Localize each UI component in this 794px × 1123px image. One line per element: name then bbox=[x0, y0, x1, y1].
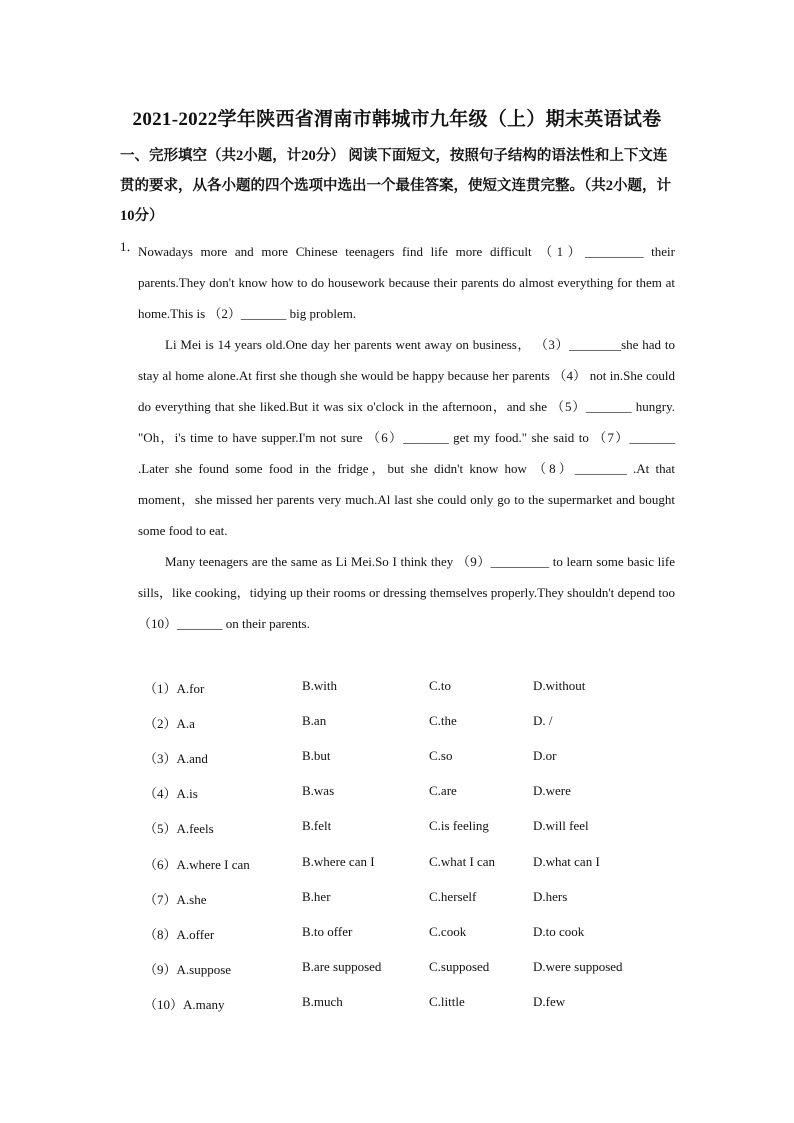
section-heading: 一、完形填空（共2小题，计20分） 阅读下面短文，按照句子结构的语法性和上下文连贯的要求，从各小题的四个选项中选出一个最佳答案，使短文连贯完整。（共2小题，计10分） bbox=[120, 148, 671, 224]
passage-paragraph: Li Mei is 14 years old.One day her parents went away on business， （3）________she had to stay al home alone.At first she though she would be happy because her parents （4） not in.She could do everything that she liked.But it was six o'clock in the afternoon，and she （5）_______ hungry. "Oh，i's time to have supper.I'm not sure （6）_______ get my food." she said to （7）_______ .Later she found some food in the fridge，but she didn't know how （8）________ .At that moment，she missed her parents very much.Al last she could only go to the supermarket and bought some food to eat. bbox=[138, 337, 675, 538]
option-c: C.so bbox=[429, 748, 453, 763]
option-number: （9） bbox=[144, 962, 177, 977]
option-number: （1） bbox=[144, 681, 177, 696]
option-b: B.where can I bbox=[302, 854, 375, 869]
option-row bbox=[0, 713, 794, 733]
question-number: 1． bbox=[120, 239, 140, 254]
option-a-text: A.suppose bbox=[176, 962, 232, 977]
option-a bbox=[144, 713, 195, 732]
option-d: D.will feel bbox=[533, 818, 589, 833]
option-a-text: A.is bbox=[176, 786, 198, 801]
option-row bbox=[0, 924, 794, 944]
option-c: C.the bbox=[429, 713, 457, 728]
option-row bbox=[0, 783, 794, 803]
option-number: （8） bbox=[144, 927, 177, 942]
option-b: B.with bbox=[302, 678, 338, 693]
option-c: C.to bbox=[429, 678, 452, 693]
option-row bbox=[0, 889, 794, 909]
option-a-text: A.where I can bbox=[176, 857, 250, 872]
option-a-text: A.she bbox=[176, 892, 207, 907]
option-number: （7） bbox=[144, 892, 177, 907]
option-a bbox=[144, 818, 214, 837]
option-c: C.herself bbox=[429, 889, 477, 904]
option-a-text: A.offer bbox=[176, 927, 215, 942]
option-c: C.cook bbox=[429, 924, 467, 939]
option-a bbox=[144, 783, 198, 802]
option-b: B.but bbox=[302, 748, 331, 763]
option-b: B.an bbox=[302, 713, 327, 728]
option-c: C.what I can bbox=[429, 854, 496, 869]
option-b: B.are supposed bbox=[302, 959, 382, 974]
option-b: B.her bbox=[302, 889, 331, 904]
option-row bbox=[0, 959, 794, 979]
option-c: C.is feeling bbox=[429, 818, 489, 833]
option-d: D.hers bbox=[533, 889, 568, 904]
option-a-text: A.a bbox=[176, 716, 195, 731]
option-d: D.what can I bbox=[533, 854, 600, 869]
option-a bbox=[144, 748, 208, 767]
option-number: （4） bbox=[144, 786, 177, 801]
option-d: D.or bbox=[533, 748, 557, 763]
option-number: （3） bbox=[144, 751, 177, 766]
passage-paragraph: Nowadays more and more Chinese teenagers find life more difficult （1）_________ their parents.They don't know how to do housework because their parents do almost everything for them at home.This is （2）_______ big problem. bbox=[138, 244, 675, 321]
option-number: （5） bbox=[144, 821, 177, 836]
option-a-text: A.and bbox=[176, 751, 208, 766]
option-d: D. / bbox=[533, 713, 553, 728]
option-d: D.without bbox=[533, 678, 586, 693]
option-d: D.were bbox=[533, 783, 571, 798]
option-a-text: A.for bbox=[176, 681, 205, 696]
option-row bbox=[0, 678, 794, 698]
option-row bbox=[0, 748, 794, 768]
option-b: B.much bbox=[302, 994, 343, 1009]
option-number: （2） bbox=[144, 716, 177, 731]
option-d: D.to cook bbox=[533, 924, 585, 939]
option-b: B.felt bbox=[302, 818, 332, 833]
option-c: C.are bbox=[429, 783, 457, 798]
option-a bbox=[144, 854, 250, 873]
option-number: （10） bbox=[144, 997, 184, 1012]
option-a bbox=[144, 959, 231, 978]
option-a-text: A.feels bbox=[176, 821, 214, 836]
option-b: B.was bbox=[302, 783, 335, 798]
option-row bbox=[0, 854, 794, 874]
option-a bbox=[144, 678, 204, 697]
option-c: C.supposed bbox=[429, 959, 490, 974]
passage-paragraph: Many teenagers are the same as Li Mei.So I think they （9）_________ to learn some basic life sills，like cooking，tidying up their rooms or dressing themselves properly.They shouldn't depend too （10）_______ on their parents. bbox=[138, 554, 675, 631]
option-row bbox=[0, 818, 794, 838]
option-a bbox=[144, 889, 206, 908]
option-b: B.to offer bbox=[302, 924, 353, 939]
option-c: C.little bbox=[429, 994, 465, 1009]
exam-title: 2021-2022学年陕西省渭南市韩城市九年级（上）期末英语试卷 bbox=[132, 109, 662, 130]
option-a bbox=[144, 924, 214, 943]
option-d: D.were supposed bbox=[533, 959, 623, 974]
option-a bbox=[144, 994, 225, 1013]
option-row bbox=[0, 994, 794, 1014]
cloze-passage bbox=[138, 236, 675, 639]
option-a-text: A.many bbox=[183, 997, 225, 1012]
option-d: D.few bbox=[533, 994, 566, 1009]
option-number: （6） bbox=[144, 857, 177, 872]
